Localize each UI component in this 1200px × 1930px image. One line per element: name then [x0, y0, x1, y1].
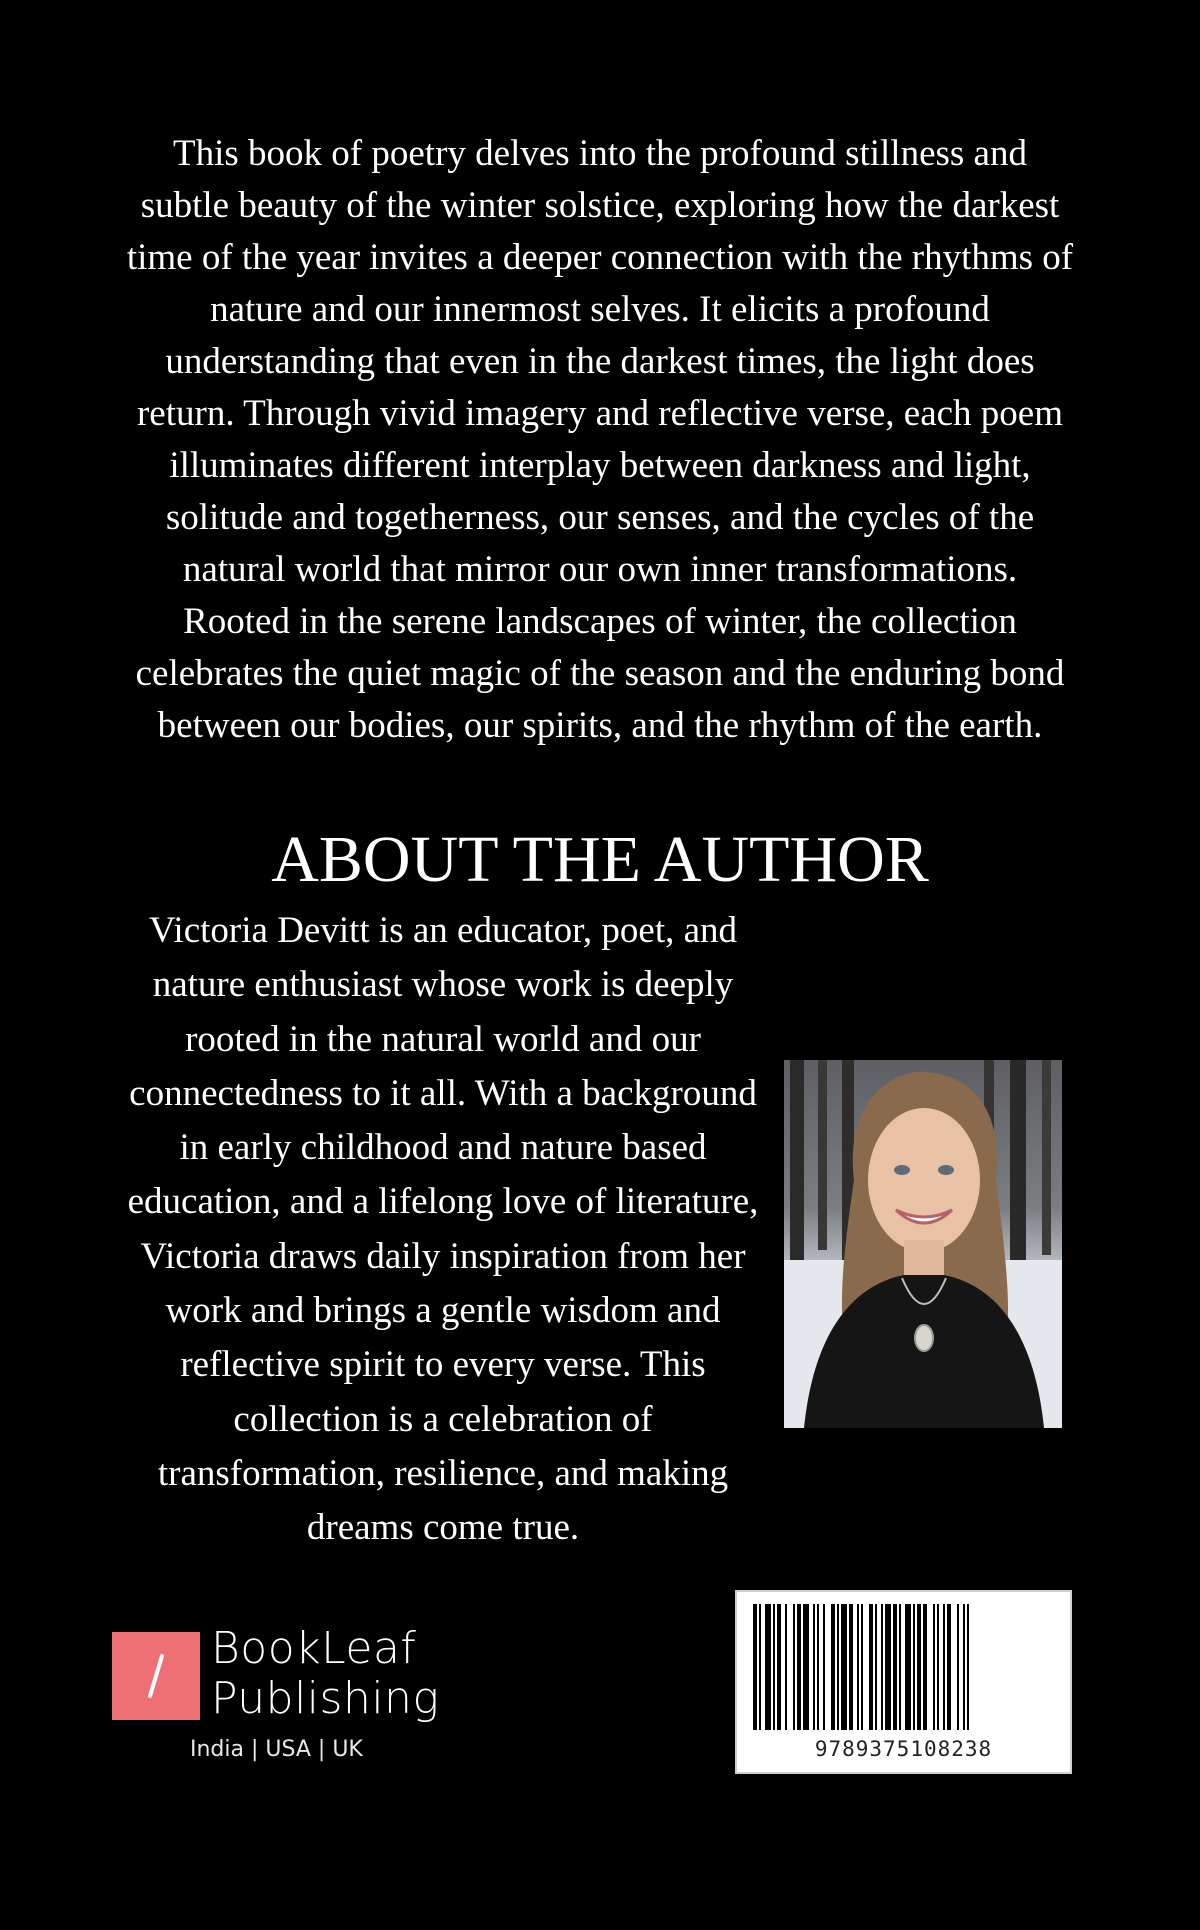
barcode-bar: [943, 1604, 945, 1730]
isbn-barcode: [735, 1590, 1072, 1774]
barcode-bar: [785, 1604, 787, 1730]
barcode-bar: [917, 1604, 921, 1730]
publisher-logo-icon: [112, 1632, 200, 1720]
barcode-bar: [963, 1604, 965, 1730]
barcode-bar: [831, 1604, 835, 1730]
barcode-bar: [841, 1604, 847, 1730]
barcode-bar: [777, 1604, 781, 1730]
barcode-bar: [797, 1604, 801, 1730]
isbn-number: 9789375108238: [814, 1737, 993, 1761]
barcode-bar: [923, 1604, 927, 1730]
barcode-bar: [861, 1604, 863, 1730]
barcode-bar: [885, 1604, 891, 1730]
barcode-bar: [849, 1604, 853, 1730]
author-bio: Victoria Devitt is an educator, poet, and nature enthusiast whose work is deeply rooted in the natural world and our connectedness to it all. With a background in early childhood and nature based education, and a lifelong love of literature, Victoria draws daily inspiration from her work and brings a gentle wisdom and reflective spirit to every verse. This collection is a celebration of transformation, resilience, and making dreams come true.: [127, 910, 759, 1549]
barcode-bar: [765, 1604, 771, 1730]
barcode-bar: [881, 1604, 883, 1730]
barcode-bar: [913, 1604, 915, 1730]
barcode-bar: [803, 1604, 809, 1730]
barcode-bar: [773, 1604, 775, 1730]
barcode-bar: [753, 1604, 757, 1730]
barcode-bar: [837, 1604, 839, 1730]
author-photo: [784, 1060, 1062, 1428]
barcode-bar: [899, 1604, 901, 1730]
barcode-bar: [947, 1604, 951, 1730]
book-description: This book of poetry delves into the profound stillness and subtle beauty of the winter solstice, exploring how the darkest time of the year invites a deeper connection with the rhythms of nature and our innermost selves. It elicits a profound understanding that even in the darkest times, the light does return. Through vivid imagery and reflective verse, each poem illuminates different interplay between darkness and light, solitude and togetherness, our senses, and the cycles of the natural world that mirror our own inner transformations. Rooted in the serene landscapes of winter, the collection celebrates the quiet magic of the season and the enduring bond between our bodies, our spirits, and the rhythm of the earth.: [126, 133, 1074, 746]
barcode-bar: [793, 1604, 795, 1730]
barcode-bar: [967, 1604, 969, 1730]
publisher-regions: India | USA | UK: [190, 1737, 363, 1762]
barcode-bar: [893, 1604, 897, 1730]
barcode-bar: [759, 1604, 761, 1730]
about-author-heading: ABOUT THE AUTHOR: [271, 823, 929, 896]
publisher-name-line2: Publishing: [211, 1673, 440, 1724]
publisher-name-line1: BookLeaf: [211, 1623, 417, 1674]
barcode-bars: [753, 1604, 1054, 1730]
barcode-bar: [823, 1604, 825, 1730]
publisher-name: [211, 1624, 439, 1724]
barcode-bar: [905, 1604, 911, 1730]
barcode-bar: [857, 1604, 859, 1730]
barcode-bar: [933, 1604, 935, 1730]
barcode-bar: [957, 1604, 959, 1730]
barcode-bar: [869, 1604, 873, 1730]
barcode-bar: [813, 1604, 815, 1730]
barcode-bar: [817, 1604, 819, 1730]
barcode-bar: [937, 1604, 939, 1730]
barcode-bar: [875, 1604, 877, 1730]
